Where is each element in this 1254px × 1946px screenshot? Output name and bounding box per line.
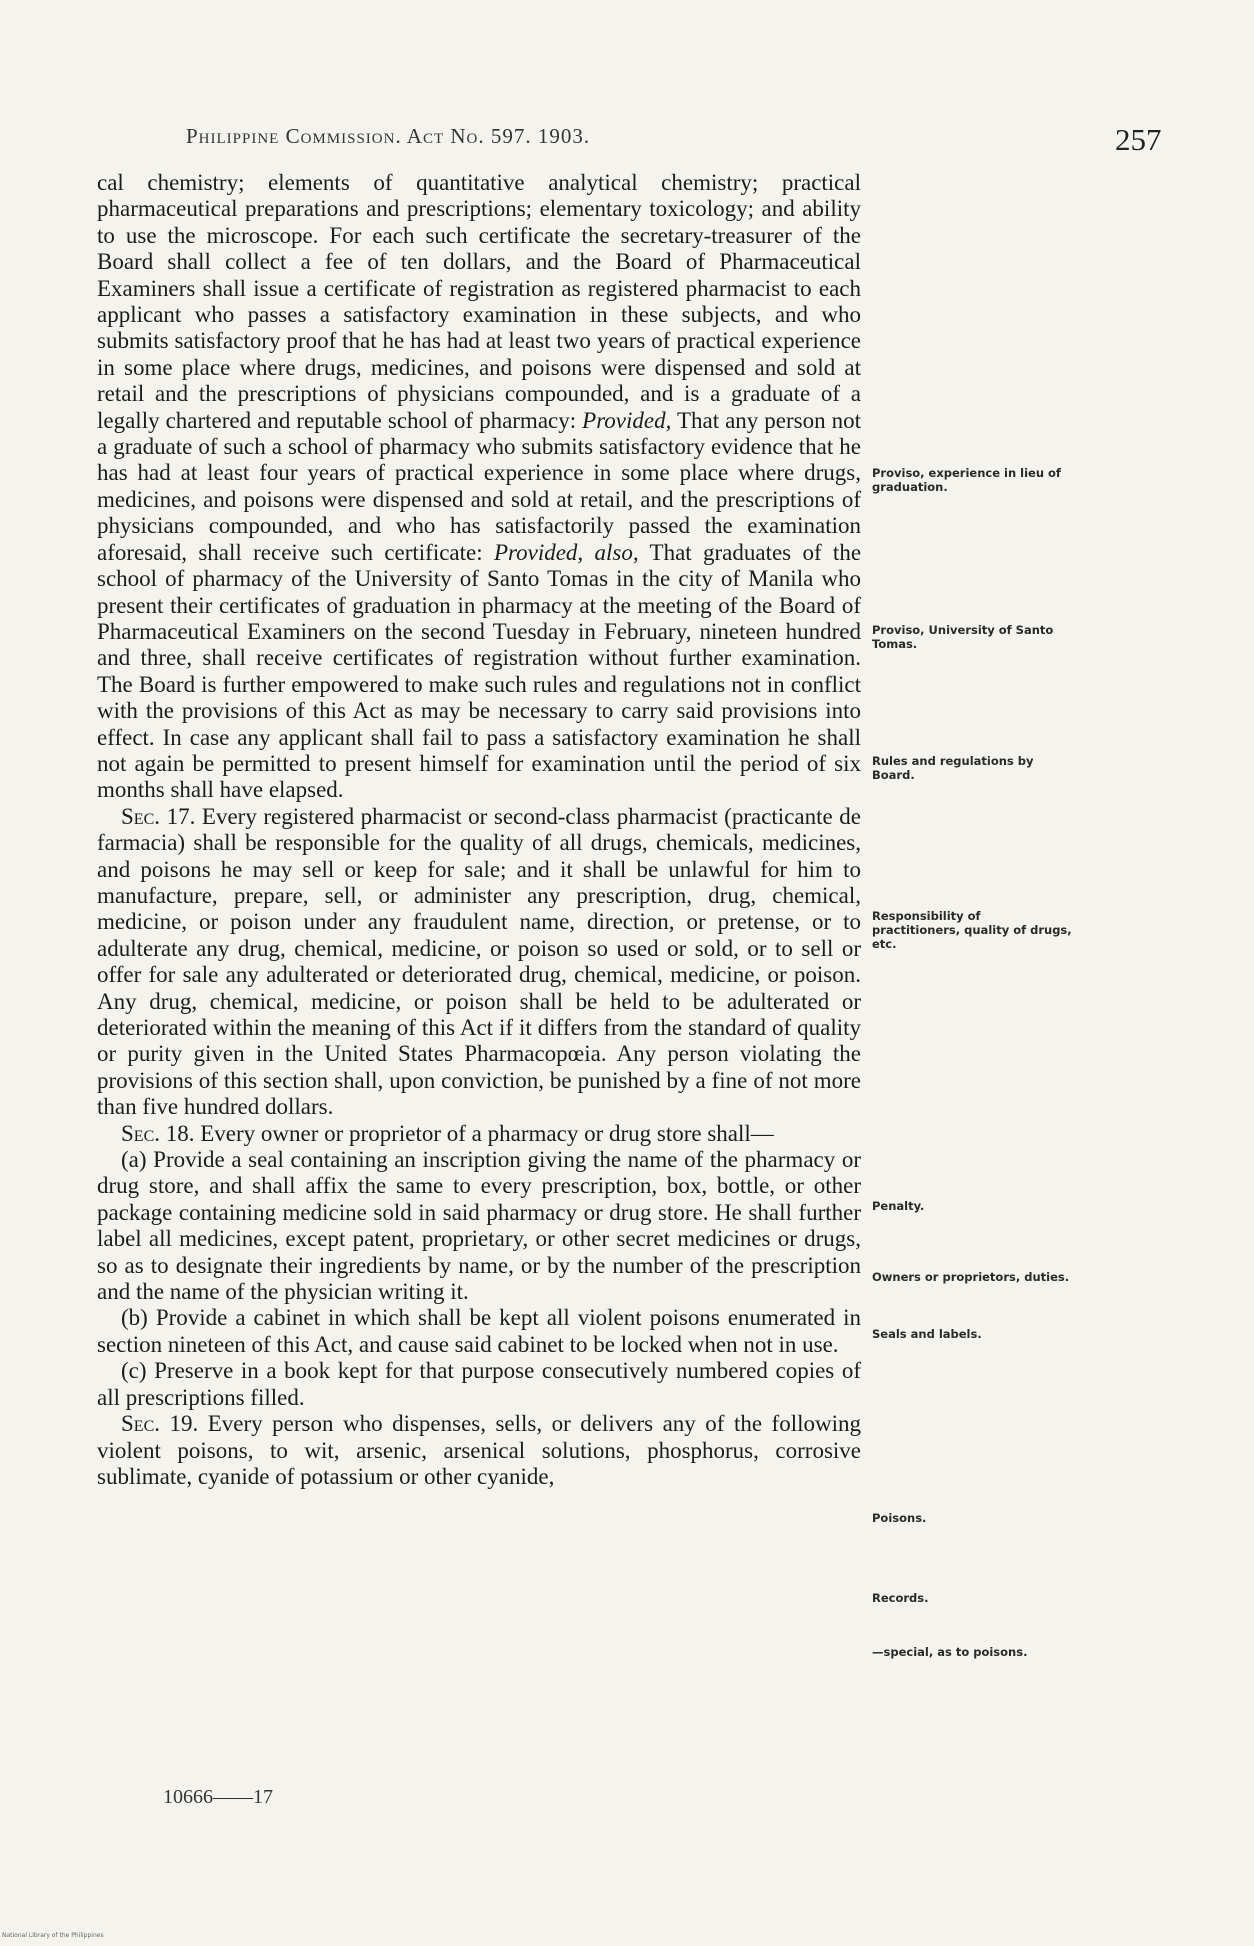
item-label: (b)	[121, 1305, 148, 1331]
item-text: Preserve in a book kept for that purpose consecutively numbered copies of all prescriptions filled.	[97, 1358, 861, 1410]
paragraph-continuation	[97, 170, 861, 804]
page-number: 257	[1115, 122, 1162, 157]
item-label: (c)	[121, 1358, 147, 1384]
section-label: Sec. 18.	[121, 1120, 195, 1146]
item-a	[97, 1147, 861, 1305]
item-text: Provide a cabinet in which shall be kept all violent poisons enumerated in section nineteen of this Act, and cause said cabinet to be locked when not in use.	[97, 1305, 862, 1357]
section-label: Sec. 19.	[121, 1411, 199, 1437]
archive-stamp: National Library of the Philippines	[2, 1932, 104, 1939]
paragraph-text: That any person not a graduate of such a school of pharmacy who submits satisfactory evidence that he has had at least four years of practical experience in some place where drugs, medicines, and poisons were dispensed and sold at retail, and the prescriptions of physicians compounded, and who has satisfactorily passed the examination aforesaid, shall receive such certificate:	[97, 407, 861, 565]
section-label: Sec. 17.	[121, 803, 196, 829]
section-19	[97, 1411, 861, 1490]
section-text: Every person who dispenses, sells, or delivers any of the following violent poisons, to wit, arsenic, arsenical solutions, phosphorus, corrosive sublimate, cyanide of potassium or other cyanide,	[97, 1411, 861, 1489]
margin-note-special-poisons: —special, as to poisons.	[872, 1645, 1028, 1659]
provided-clause: Provided,	[582, 407, 672, 433]
page-header: Philippine Commission. Act No. 597. 1903.	[186, 124, 591, 148]
item-b	[97, 1305, 861, 1358]
margin-note-rules-regulations: Rules and regulations by Board.	[872, 754, 1034, 782]
margin-note-records: Records.	[872, 1591, 929, 1605]
margin-note-proviso-university: Proviso, University of Santo Tomas.	[872, 623, 1054, 651]
item-c	[97, 1358, 861, 1411]
margin-note-proviso-experience: Proviso, experience in lieu of graduation.	[872, 466, 1061, 494]
section-17	[97, 804, 861, 1121]
item-text: Provide a seal containing an inscription giving the name of the pharmacy or drug store, and shall affix the same to every prescription, box, bottle, or other package containing medicine sold in said pharmacy or drug store. He shall further label all medicines, except patent, proprietary, or other secret medicines or drugs, so as to designate their ingredients by name, or by the number of the prescription and the name of the physician writing it.	[97, 1147, 862, 1305]
margin-note-poisons: Poisons.	[872, 1511, 927, 1525]
margin-note-seals-labels: Seals and labels.	[872, 1327, 982, 1341]
section-text: Every owner or proprietor of a pharmacy or drug store shall—	[200, 1120, 774, 1146]
margin-note-responsibility: Responsibility of practitioners, quality of drugs, etc.	[872, 909, 1072, 951]
paragraph-text: That graduates of the school of pharmacy of the University of Santo Tomas in the city of Manila who present their certificates of graduation in pharmacy at the meeting of the Board of Pharmaceutical Examiners on the second Tuesday in February, nineteen hundred and three, shall receive certificates of registration without further examination. The Board is further empowered to make such rules and regulations not in conflict with the provisions of this Act as may be necessary to carry said provisions into effect. In case any applicant shall fail to pass a satisfactory examination he shall not again be permitted to present himself for examination until the period of six months shall have elapsed.	[97, 539, 862, 803]
paragraph-text: cal chemistry; elements of quantitative analytical chemistry; practical pharmaceutical preparations and prescriptions; elementary toxicology; and ability to use the microscope. For each such certificate the secretary-treasurer of the Board shall collect a fee of ten dollars, and the Board of Pharmaceutical Examiners shall issue a certificate of registration as registered pharmacist to each applicant who passes a satisfactory examination in these subjects, and who submits satisfactory proof that he has had at least two years of practical experience in some place where drugs, medicines, and poisons were dispensed and sold at retail and the prescriptions of physicians compounded, and is a graduate of a legally chartered and reputable school of pharmacy:	[97, 170, 861, 433]
margin-note-penalty: Penalty.	[872, 1199, 925, 1213]
item-label: (a)	[121, 1147, 147, 1173]
margin-note-owners-duties: Owners or proprietors, duties.	[872, 1270, 1070, 1284]
section-18	[97, 1121, 861, 1147]
provided-also-clause: Provided, also,	[493, 539, 639, 565]
footer-signature: 10666——17	[163, 1786, 273, 1808]
body-text	[97, 170, 861, 1490]
section-text: Every registered pharmacist or second-class pharmacist (practicante de farmacia) shall be responsible for the quality of all drugs, chemicals, medicines, and poisons he may sell or keep for sale; and it shall be unlawful for him to manufacture, prepare, sell, or administer any prescription, drug, chemical, medicine, or poison under any fraudulent name, direction, or pretense, or to adulterate any drug, chemical, medicine, or poison so used or sold, or to sell or offer for sale any adulterated or deteriorated drug, chemical, medicine, or poison. Any drug, chemical, medicine, or poison shall be held to be adulterated or deteriorated within the meaning of this Act if it differs from the standard of quality or purity given in the United States Pharmacopœia. Any person violating the provisions of this section shall, upon conviction, be punished by a fine of not more than five hundred dollars.	[97, 803, 861, 1120]
